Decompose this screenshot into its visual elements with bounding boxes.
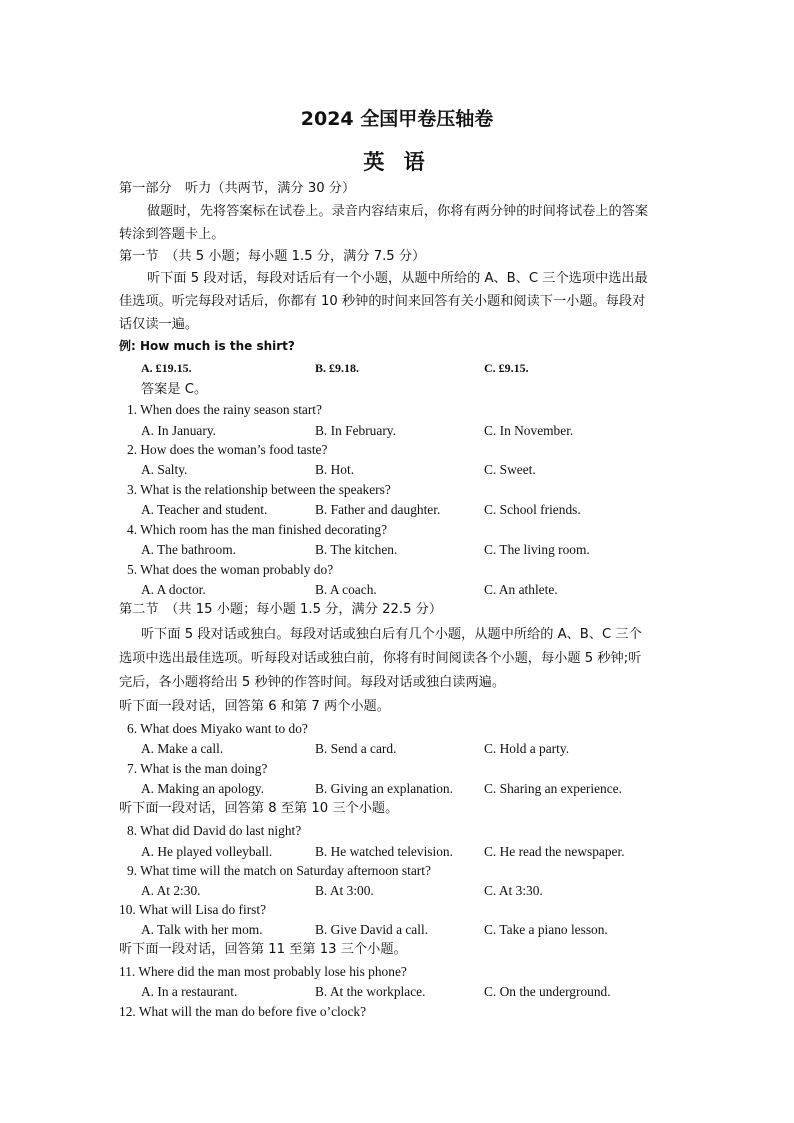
question-text: 12. What will the man do before five o’clock? [119,1004,367,1019]
option-a: A. Make a call. [141,741,224,756]
group-instruction: 听下面一段对话，回答第 8 至第 10 三个小题。 [119,801,399,816]
option-b: B. Giving an explanation. [315,781,453,796]
option-c: C. An athlete. [484,582,558,597]
option-c: C. He read the newspaper. [484,844,625,859]
option-b: B. At 3:00. [315,883,374,898]
exam-title: 2024 全国甲卷压轴卷 [300,108,494,130]
option-a: A. The bathroom. [141,542,236,557]
option-a: A. Salty. [141,462,188,477]
option-a: A. Talk with her mom. [141,922,263,937]
option-b: B. Hot. [315,462,355,477]
example-question: 例: How much is the shirt? [119,339,295,353]
subject-title: 英 语 [363,150,431,174]
example-option-a: A. £19.15. [141,361,192,375]
section1-instruction: 佳选项。听完每段对话后，你都有 10 秒钟的时间来回答有关小题和阅读下一小题。每段对 [119,294,646,309]
question-text: 5. What does the woman probably do? [127,562,334,577]
section1-instruction: 话仅读一遍。 [119,317,199,332]
option-b: B. Send a card. [315,741,397,756]
group-instruction: 听下面一段对话，回答第 6 和第 7 两个小题。 [119,699,390,714]
option-c: C. At 3:30. [484,883,543,898]
option-c: C. Sweet. [484,462,536,477]
section2-instruction: 选项中选出最佳选项。听每段对话或独白前，你将有时间阅读各个小题，每小题 5 秒钟;听 [119,651,642,666]
option-a: A. At 2:30. [141,883,201,898]
part1-heading: 第一部分 听力（共两节，满分 30 分） [119,181,356,196]
option-c: C. School friends. [484,502,581,517]
option-b: B. Give David a call. [315,922,429,937]
option-a: A. In a restaurant. [141,984,238,999]
option-b: B. He watched television. [315,844,453,859]
option-c: C. In November. [484,423,574,438]
example-option-c: C. £9.15. [484,361,529,375]
option-b: B. Father and daughter. [315,502,441,517]
instruction-line: 转涂到答题卡上。 [119,227,225,242]
option-b: B. In February. [315,423,396,438]
option-c: C. Take a piano lesson. [484,922,608,937]
option-c: C. Sharing an experience. [484,781,622,796]
question-text: 10. What will Lisa do first? [119,902,267,917]
section1-heading: 第一节 （共 5 小题；每小题 1.5 分，满分 7.5 分） [119,249,426,264]
question-text: 11. Where did the man most probably lose his phone? [119,964,407,979]
option-b: B. A coach. [315,582,377,597]
option-a: A. A doctor. [141,582,206,597]
question-text: 6. What does Miyako want to do? [127,721,308,736]
question-text: 3. What is the relationship between the speakers? [127,482,391,497]
question-text: 7. What is the man doing? [127,761,268,776]
option-a: A. Making an apology. [141,781,264,796]
section2-heading: 第二节 （共 15 小题；每小题 1.5 分，满分 22.5 分） [119,602,443,617]
question-text: 8. What did David do last night? [127,823,302,838]
option-a: A. In January. [141,423,216,438]
question-text: 9. What time will the match on Saturday afternoon start? [127,863,431,878]
option-c: C. Hold a party. [484,741,570,756]
option-a: A. Teacher and student. [141,502,268,517]
section2-instruction: 听下面 5 段对话或独白。每段对话或独白后有几个小题，从题中所给的 A、B、C 三个 [141,627,642,642]
example-answer: 答案是 C。 [141,382,208,397]
instruction-line: 做题时，先将答案标在试卷上。录音内容结束后，你将有两分钟的时间将试卷上的答案 [147,204,649,219]
example-option-b: B. £9.18. [315,361,360,375]
group-instruction: 听下面一段对话，回答第 11 至第 13 三个小题。 [119,942,407,957]
option-b: B. At the workplace. [315,984,426,999]
option-c: C. On the underground. [484,984,611,999]
section1-instruction: 听下面 5 段对话，每段对话后有一个小题，从题中所给的 A、B、C 三个选项中选出最 [147,271,648,286]
section2-instruction: 完后，各小题将给出 5 秒钟的作答时间。每段对话或独白读两遍。 [119,675,506,690]
question-text: 4. Which room has the man finished decorating? [127,522,388,537]
question-text: 2. How does the woman’s food taste? [127,442,328,457]
option-c: C. The living room. [484,542,590,557]
option-a: A. He played volleyball. [141,844,273,859]
question-text: 1. When does the rainy season start? [127,402,322,417]
option-b: B. The kitchen. [315,542,398,557]
